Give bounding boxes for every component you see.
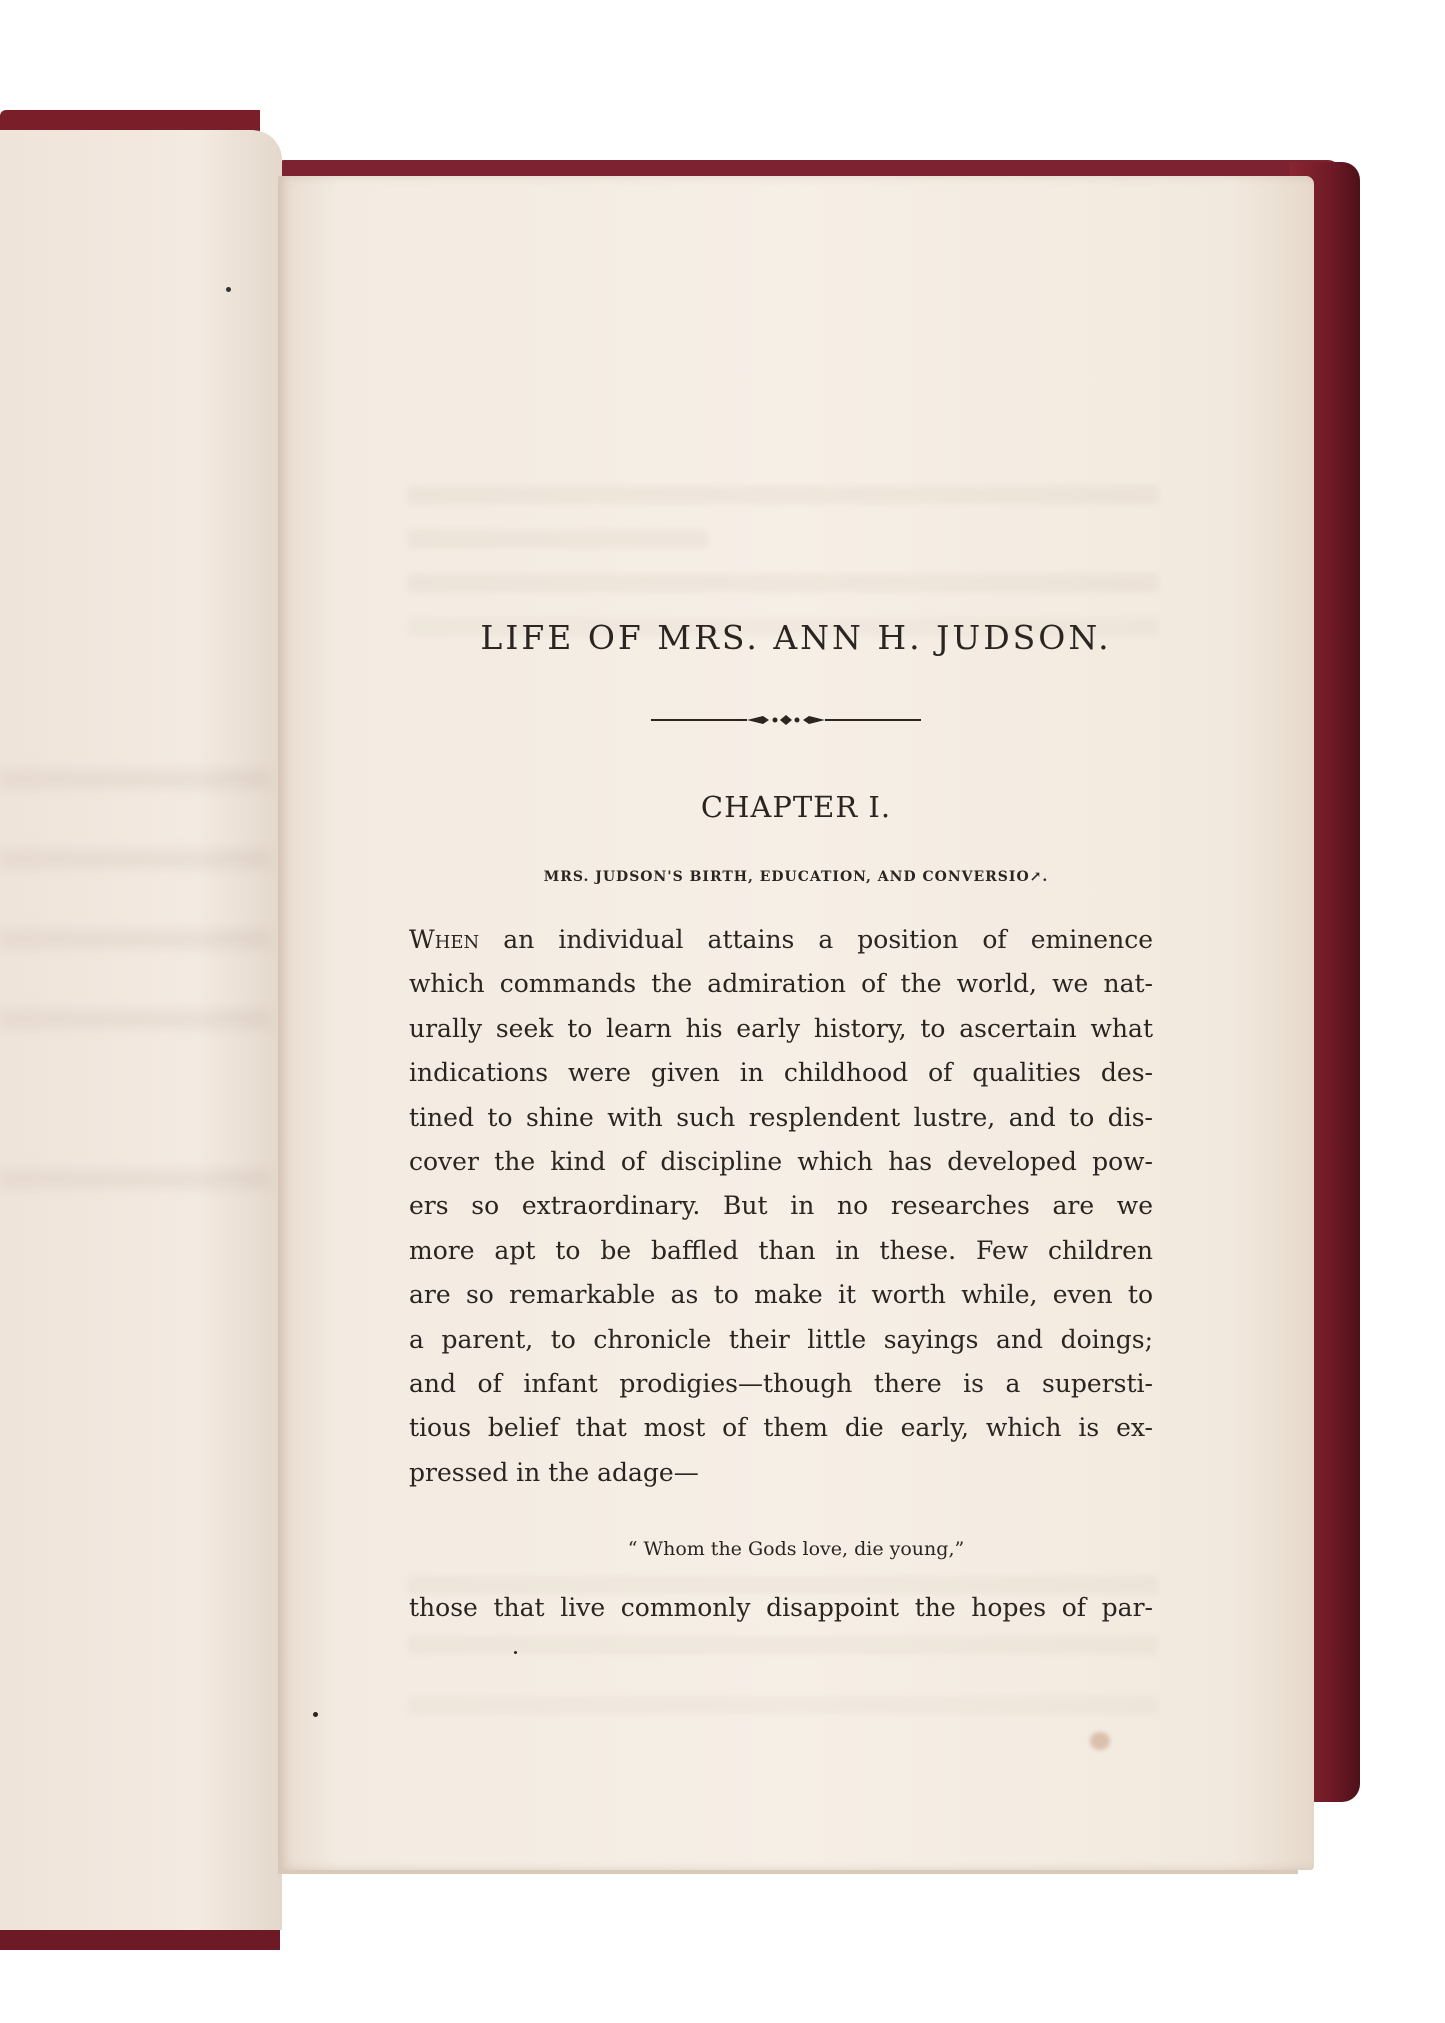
paragraph-line: and of infant prodigies—though there is a supersti- [409, 1368, 1153, 1398]
left-page-bleed [0, 770, 270, 788]
chapter-title: CHAPTER I. [700, 790, 892, 824]
paragraph-line: those that live commonly disappoint the hopes of par- [409, 1593, 1153, 1622]
paragraph-line: ers so extraordinary. But in no researches are we [409, 1191, 1153, 1221]
left-page [0, 130, 282, 1930]
show-through-text [408, 1636, 1158, 1654]
left-page-speck [226, 287, 231, 292]
left-page-bleed [0, 930, 270, 948]
right-page [278, 176, 1314, 1870]
page-speck [514, 1651, 517, 1654]
paragraph-line: urally seek to learn his early history, to ascertain what [409, 1013, 1153, 1043]
quotation: “ Whom the Gods love, die young,” [627, 1538, 965, 1560]
show-through-text [408, 574, 1158, 592]
chapter-paragraph [409, 918, 1153, 1495]
left-page-bleed [0, 1010, 270, 1028]
paragraph-line: When an individual attains a position of eminence [409, 925, 1153, 954]
show-through-text [408, 1696, 1158, 1714]
paragraph-line: indications were given in childhood of qualities des- [409, 1058, 1153, 1088]
paragraph-line: a parent, to chronicle their little sayings and doings; [409, 1324, 1153, 1354]
left-page-bleed [0, 1170, 270, 1188]
paragraph-line: cover the kind of discipline which has developed pow- [409, 1146, 1153, 1176]
paragraph-line: tined to shine with such resplendent lustre, and to dis- [409, 1102, 1153, 1132]
show-through-text [428, 362, 436, 390]
paragraph-line: pressed in the adage— [409, 1457, 699, 1487]
continuation-paragraph [409, 1586, 1153, 1630]
page-speck [313, 1712, 318, 1717]
running-title: LIFE OF MRS. ANN H. JUDSON. [480, 618, 1112, 657]
show-through-text [408, 530, 708, 548]
left-page-bleed [0, 850, 270, 868]
foxing-spot [1090, 1732, 1110, 1750]
paragraph-line: more apt to be baffled than in these. Few children [409, 1235, 1153, 1265]
drop-word: When [409, 925, 480, 954]
paragraph-line: are so remarkable as to make it worth while, even to [409, 1280, 1153, 1310]
paragraph-line: which commands the admiration of the world, we nat- [409, 969, 1153, 999]
chapter-subtitle: MRS. JUDSON'S BIRTH, EDUCATION, AND CONVERSIO↗. [543, 869, 1049, 885]
show-through-text [408, 486, 1158, 504]
paragraph-line: tious belief that most of them die early, which is ex- [409, 1413, 1153, 1443]
ornament-divider-icon [651, 712, 921, 728]
